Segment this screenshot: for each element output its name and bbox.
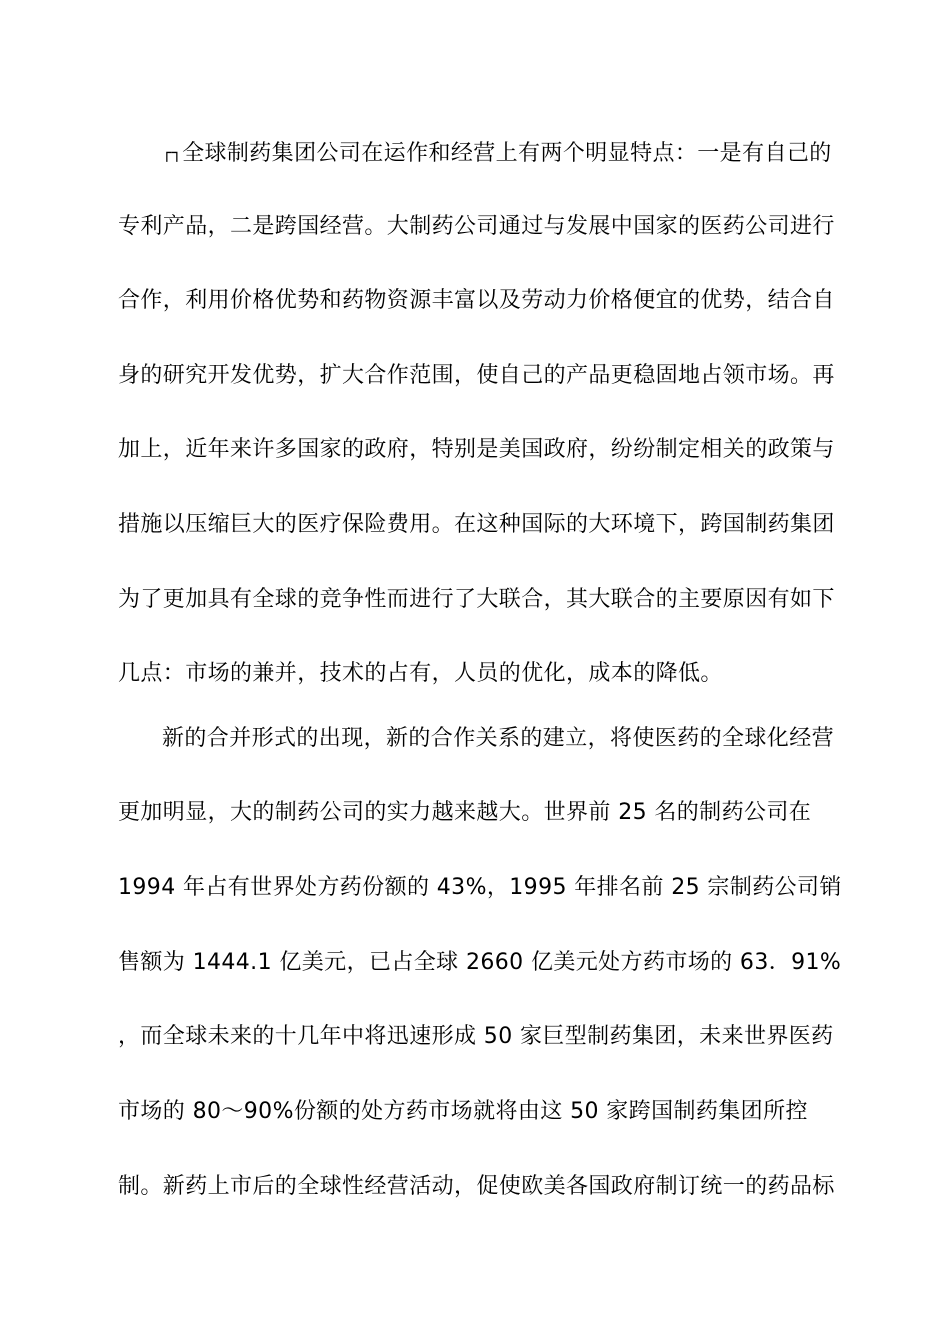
paragraph-1-line-3: 合作，利用价格优势和药物资源丰富以及劳动力价格便宜的优势，结合自	[118, 288, 835, 313]
bullet-mark-icon: ┌┐	[162, 143, 183, 162]
paragraph-1-line-5: 加上，近年来许多国家的政府，特别是美国政府，纷纷制定相关的政策与	[118, 437, 835, 462]
paragraph-2-line-7: 制。新药上市后的全球性经营活动，促使欧美各国政府制订统一的药品标	[118, 1174, 835, 1199]
paragraph-2-line-4: 售额为 1444.1 亿美元，已占全球 2660 亿美元处方药市场的 63．91%	[118, 950, 842, 975]
paragraph-2-line-3: 1994 年占有世界处方药份额的 43%，1995 年排名前 25 宗制药公司销	[118, 875, 842, 900]
paragraph-2-line-1: 新的合并形式的出现，新的合作关系的建立，将使医药的全球化经营	[162, 726, 835, 751]
paragraph-2-line-5: ，而全球未来的十几年中将迅速形成 50 家巨型制药集团，未来世界医药	[118, 1024, 834, 1049]
paragraph-2-line-2: 更加明显，大的制药公司的实力越来越大。世界前 25 名的制药公司在	[118, 800, 812, 825]
paragraph-1-line-1-text: 全球制药集团公司在运作和经营上有两个明显特点：一是有自己的	[182, 141, 832, 166]
paragraph-1-line-6: 措施以压缩巨大的医疗保险费用。在这种国际的大环境下，跨国制药集团	[118, 512, 835, 537]
paragraph-1-line-8: 几点：市场的兼并，技术的占有，人员的优化，成本的降低。	[118, 661, 723, 686]
paragraph-1-line-7: 为了更加具有全球的竞争性而进行了大联合，其大联合的主要原因有如下	[118, 587, 835, 612]
paragraph-1-line-1	[162, 138, 832, 169]
paragraph-1-line-2: 专利产品，二是跨国经营。大制药公司通过与发展中国家的医药公司进行	[118, 214, 835, 239]
paragraph-2-line-6: 市场的 80～90%份额的处方药市场就将由这 50 家跨国制药集团所控	[118, 1099, 808, 1124]
paragraph-1-line-4: 身的研究开发优势，扩大合作范围，使自己的产品更稳固地占领市场。再	[118, 363, 835, 388]
